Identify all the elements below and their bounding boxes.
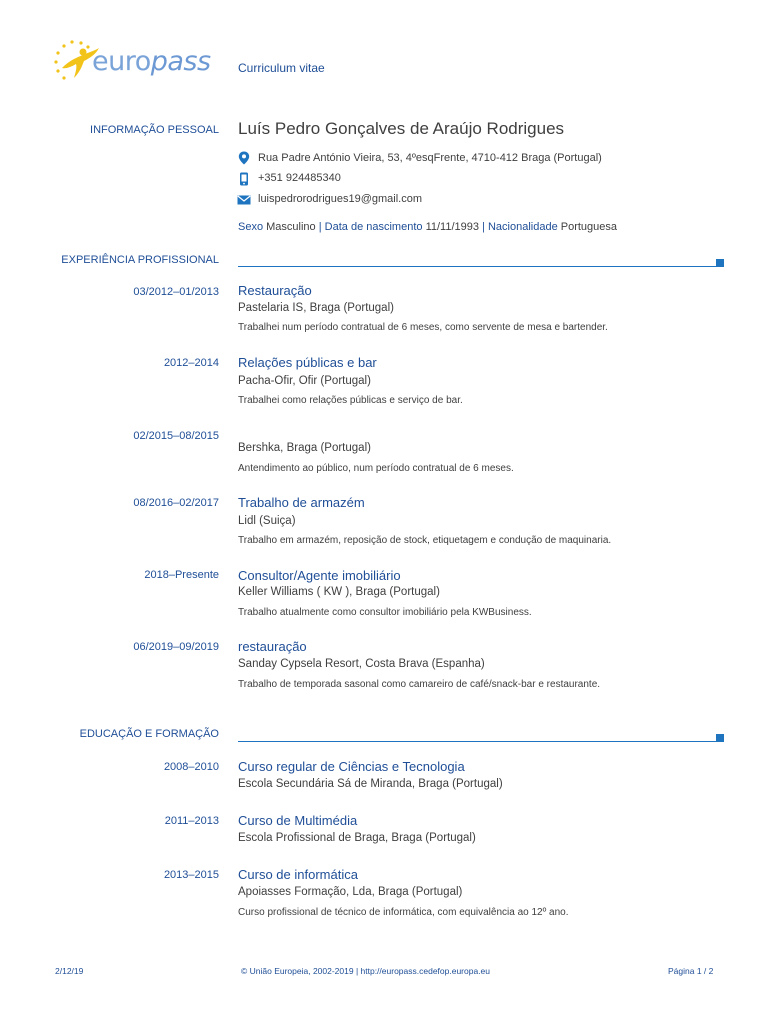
separator: | (482, 221, 485, 233)
footer-page-number: Página 1 / 2 (668, 966, 714, 976)
mobile-phone-icon (237, 172, 251, 186)
personal-facts (238, 221, 617, 233)
address-text: Rua Padre António Vieira, 53, 4ºesqFrente, 4710-412 Braga (Portugal) (258, 152, 602, 164)
experience-date: 2012–2014 (163, 357, 219, 369)
education-institution: Escola Secundária Sá de Miranda, Braga (Portugal) (238, 778, 503, 790)
experience-employer: Pacha-Ofir, Ofir (Portugal) (238, 375, 371, 387)
education-course: Curso de Multimédia (238, 813, 358, 828)
experience-role: Relações públicas e bar (238, 355, 377, 370)
sex-label: Sexo (238, 221, 264, 233)
experience-description: Trabalho de temporada sasonal como camareiro de café/snack-bar e restaurante. (238, 679, 601, 690)
footer-date: 2/12/19 (55, 966, 84, 976)
education-course: Curso regular de Ciências e Tecnologia (238, 759, 465, 774)
education-date: 2008–2010 (163, 761, 219, 773)
section-label-personal: INFORMAÇÃO PESSOAL (90, 124, 219, 136)
section-divider (238, 266, 718, 267)
experience-employer: Bershka, Braga (Portugal) (238, 442, 371, 454)
email-link[interactable]: luispedrorodrigues19@gmail.com (258, 193, 423, 205)
email-envelope-icon (237, 193, 251, 207)
location-pin-icon (237, 151, 251, 165)
experience-employer: Sanday Cypsela Resort, Costa Brava (Espanha) (238, 658, 485, 670)
experience-employer: Pastelaria IS, Braga (Portugal) (238, 302, 394, 314)
europass-wordmark: europass (92, 46, 211, 77)
experience-description: Trabalhei num período contratual de 6 meses, como servente de mesa e bartender. (238, 322, 608, 333)
education-course: Curso de informática (238, 867, 358, 882)
nationality-label: Nacionalidade (487, 221, 558, 233)
education-date: 2011–2013 (164, 815, 219, 827)
person-name: Luís Pedro Gonçalves de Araújo Rodrigues (238, 119, 565, 138)
experience-role: Consultor/Agente imobiliário (238, 568, 401, 583)
experience-date: 03/2012–01/2013 (133, 286, 219, 298)
experience-role: restauração (238, 639, 307, 654)
experience-role: Trabalho de armazém (238, 495, 365, 510)
phone-text: +351 924485340 (258, 172, 341, 184)
experience-role: Restauração (238, 283, 312, 298)
sex-value: Masculino (266, 221, 316, 233)
footer-copyright[interactable]: © União Europeia, 2002-2019 | http://europass.cedefop.europa.eu (241, 966, 491, 976)
experience-description: Antendimento ao público, num período contratual de 6 meses. (238, 463, 514, 474)
section-label-experience: EXPERIÊNCIA PROFISSIONAL (61, 254, 219, 266)
document-title: Curriculum vitae (238, 61, 325, 75)
section-label-education: EDUCAÇÃO E FORMAÇÃO (79, 728, 219, 740)
europass-logo (52, 38, 222, 88)
experience-date: 08/2016–02/2017 (133, 497, 219, 509)
education-date: 2013–2015 (163, 869, 219, 881)
section-marker (716, 734, 724, 742)
experience-employer: Lidl (Suiça) (238, 515, 296, 527)
experience-date: 02/2015–08/2015 (133, 430, 219, 442)
experience-employer: Keller Williams ( KW ), Braga (Portugal) (238, 586, 440, 598)
experience-description: Trabalho atualmente como consultor imobiliário pela KWBusiness. (238, 607, 532, 618)
section-divider (238, 741, 718, 742)
separator: | (318, 221, 322, 233)
section-marker (716, 259, 724, 267)
education-description: Curso profissional de técnico de informática, com equivalência ao 12º ano. (238, 907, 569, 918)
nationality-value: Portuguesa (560, 221, 618, 233)
dob-label: Data de nascimento (324, 221, 423, 233)
experience-description: Trabalho em armazém, reposição de stock, etiquetagem e condução de maquinaria. (238, 535, 612, 546)
experience-date: 06/2019–09/2019 (133, 641, 219, 653)
dob-value: 11/11/1993 (425, 221, 479, 233)
experience-date: 2018–Presente (144, 569, 219, 581)
experience-description: Trabalhei como relações públicas e serviço de bar. (238, 395, 463, 406)
education-institution: Escola Profissional de Braga, Braga (Portugal) (238, 832, 476, 844)
education-institution: Apoiasses Formação, Lda, Braga (Portugal) (238, 886, 463, 898)
